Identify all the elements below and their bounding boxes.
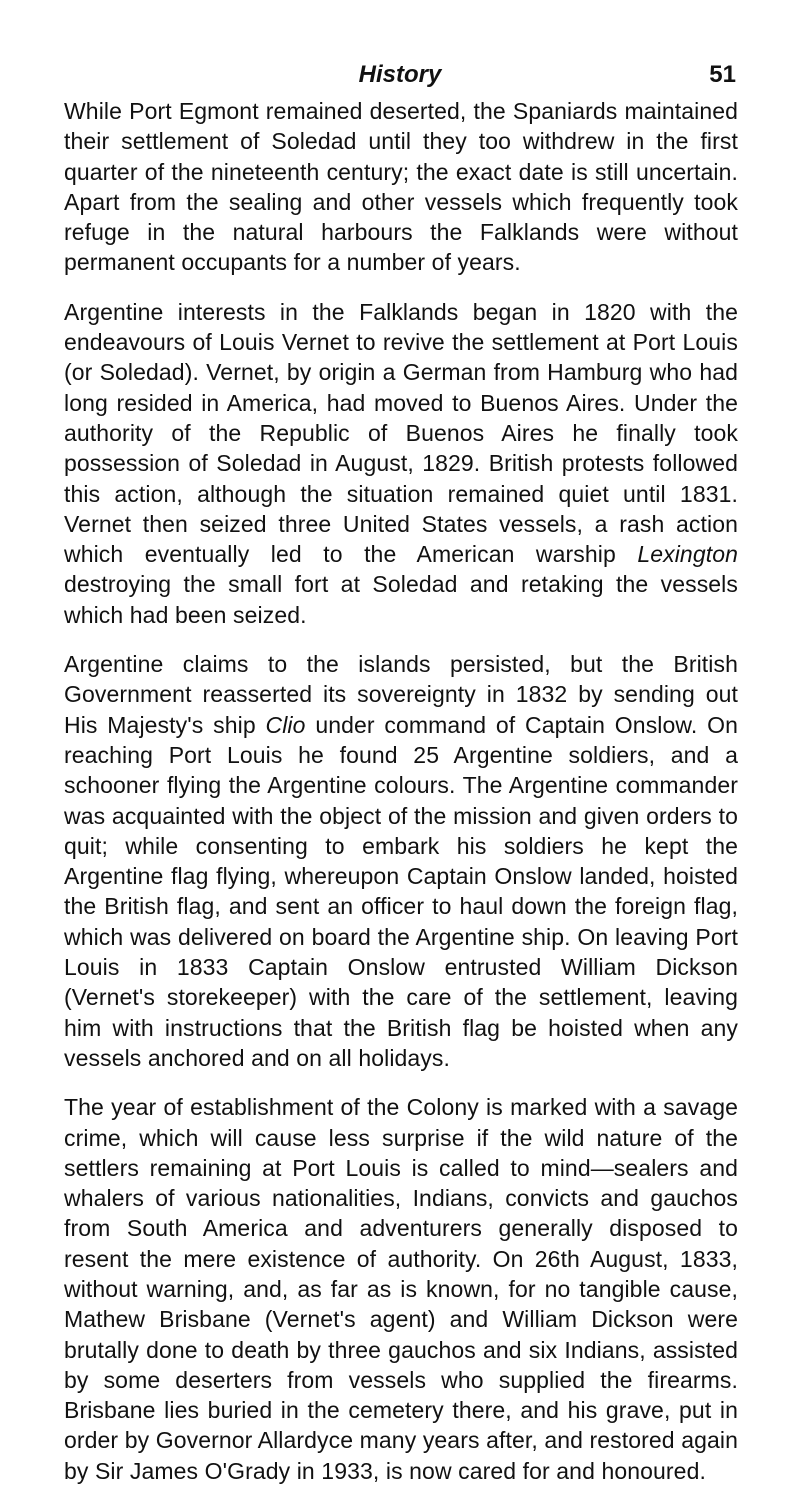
paragraph-3 — [64, 649, 738, 1073]
paragraph-1 — [64, 96, 738, 278]
running-title: History — [358, 61, 442, 88]
paragraph-text: Argentine claims to the islands persisted, but the British Government reasserted its sovereignty in 1832 by sending out His Majesty's ship — [64, 651, 738, 738]
paragraph-2 — [64, 297, 738, 630]
running-head — [64, 58, 736, 92]
page-number: 51 — [709, 61, 736, 88]
paragraph-text: destroying the small fort at Soledad and retaking the vessels which had been seized. — [64, 571, 738, 628]
paragraph-4 — [64, 1092, 738, 1486]
body-text — [64, 96, 738, 1505]
paragraph-text: The year of establishment of the Colony is marked with a savage crime, which will cause less surprise if the wild nature of the settlers remaining at Port Louis is called to mind—sealers and whalers of various nationalities, Indians, convicts and gauchos from South America and adventurers generally disposed to resent the mere existence of authority. On 26th August, 1833, without warning, and, as far as is known, for no tangible cause, Mathew Brisbane (Vernet's agent) and William Dickson were brutally done to death by three gauchos and six Indians, assisted by some deserters from vessels who supplied the firearms. Brisbane lies buried in the cemetery there, and his grave, put in order by Governor Allardyce many years after, and restored again by Sir James O'Grady in 1933, is now cared for and honoured. — [64, 1094, 738, 1484]
paragraph-text: While Port Egmont remained deserted, the Spaniards maintained their settlement of Soledad until they too withdrew in the first quarter of the nineteenth century; the exact date is still uncertain. Apart from the sealing and other vessels which frequently took refuge in the natural harbours the Falklands were without permanent occupants for a number of years. — [64, 98, 738, 276]
ship-name-clio: Clio — [265, 711, 306, 738]
ship-name-lexington: Lexington — [637, 541, 738, 568]
paragraph-text: under command of Captain Onslow. On reaching Port Louis he found 25 Argentine soldiers, and a schooner flying the Argentine colours. The Argentine commander was acquainted with the object of the mission and given orders to quit; while consenting to embark his soldiers he kept the Argentine flag flying, whereupon Captain Onslow landed, hoisted the British flag, and sent an officer to haul down the foreign flag, which was delivered on board the Argentine ship. On leaving Port Louis in 1833 Captain Onslow entrusted William Dickson (Vernet's storekeeper) with the care of the settlement, leaving him with instructions that the British flag be hoisted when any vessels anchored and on all holidays. — [64, 711, 738, 1071]
paragraph-text: Argentine interests in the Falklands began in 1820 with the endeavours of Louis Vernet to revive the settlement at Port Louis (or Soledad). Vernet, by origin a German from Hamburg who had long resided in America, had moved to Buenos Aires. Under the authority of the Republic of Buenos Aires he finally took possession of Soledad in August, 1829. British protests followed this action, although the situation remained quiet until 1831. Vernet then seized three United States vessels, a rash action which eventually led to the American warship — [64, 298, 738, 568]
